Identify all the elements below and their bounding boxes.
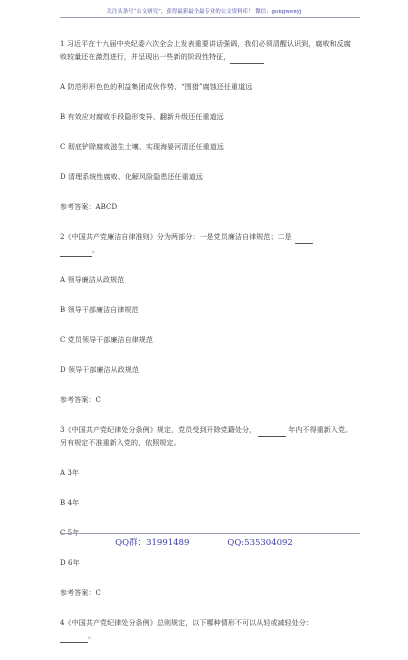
question-1-option-b: B 有效应对腐败手段隐形变异、翻新升级还任重道远 bbox=[60, 113, 224, 121]
header-divider bbox=[60, 17, 360, 18]
question-1-answer: 参考答案：ABCD bbox=[60, 203, 118, 211]
answer-blank bbox=[295, 234, 313, 244]
question-1-option-d: D 清理系统性腐败、化解风险隐患还任重道远 bbox=[60, 173, 203, 181]
question-3-option-a: A 3年 bbox=[60, 469, 80, 477]
question-3-option-b: B 4年 bbox=[60, 499, 80, 507]
question-4-tail: 。 bbox=[88, 632, 96, 640]
question-1-option-a: A 防范形形色色的利益集团成伙作势、“围猎”腐蚀还任重道远 bbox=[60, 83, 253, 91]
question-3-answer: 参考答案：C bbox=[60, 589, 101, 597]
document-body bbox=[60, 38, 354, 660]
question-2-option-c: C 党员领导干部廉洁自律规范 bbox=[60, 336, 153, 344]
question-4-text: 4《中国共产党纪律处分条例》总则规定，以下哪种情形不可以从轻或减轻处分： bbox=[60, 619, 314, 627]
footer-qq-contact: QQ:535304092 bbox=[227, 538, 293, 548]
question-4-stem bbox=[60, 617, 354, 643]
question-3-text-part2: 年内不得重新入党。另有规定不准重新入党的，依照规定。 bbox=[60, 426, 353, 447]
footer-divider bbox=[60, 533, 360, 534]
question-1-text: 1 习近平在十九届中央纪委六次全会上发表重要讲话强调，我们必须清醒认识到，腐败和反腐败较量还在激烈进行，并呈现出一些新的阶段性特征， bbox=[60, 40, 351, 61]
answer-blank bbox=[60, 633, 88, 643]
question-1-stem bbox=[60, 38, 354, 64]
footer-qq-group: QQ群：31991489 bbox=[115, 538, 190, 548]
question-3-text-part1: 3《中国共产党纪律处分条例》规定，党员受到开除党籍处分， bbox=[60, 426, 257, 434]
question-2-answer: 参考答案：C bbox=[60, 396, 101, 404]
question-2-option-a: A 领导廉洁从政规范 bbox=[60, 276, 125, 284]
question-2-option-b: B 领导干部廉洁自律规范 bbox=[60, 306, 139, 314]
answer-blank bbox=[230, 54, 264, 64]
question-3-option-c: C 5年 bbox=[60, 529, 80, 537]
answer-blank-continued bbox=[60, 247, 92, 257]
question-1-option-c: C 彻底铲除腐败滋生土壤、实现海晏河清还任重道远 bbox=[60, 143, 224, 151]
header-note: 关注头条号“公文研究”，获得最新最全最专业的公文资料库！ 微信：gongwenyj bbox=[106, 9, 302, 15]
question-2-stem: 2《中国共产党廉洁自律准则》分为两部分：一是党员廉洁自律规范；二是 。 bbox=[60, 231, 354, 257]
footer-note bbox=[0, 536, 408, 548]
question-2-option-d: D 领导干部廉洁从政规范 bbox=[60, 366, 140, 374]
question-3-stem bbox=[60, 424, 354, 450]
question-3-option-d: D 6年 bbox=[60, 559, 80, 567]
question-2-text: 2《中国共产党廉洁自律准则》分为两部分：一是党员廉洁自律规范；二是 bbox=[60, 233, 292, 241]
answer-blank bbox=[258, 427, 286, 437]
